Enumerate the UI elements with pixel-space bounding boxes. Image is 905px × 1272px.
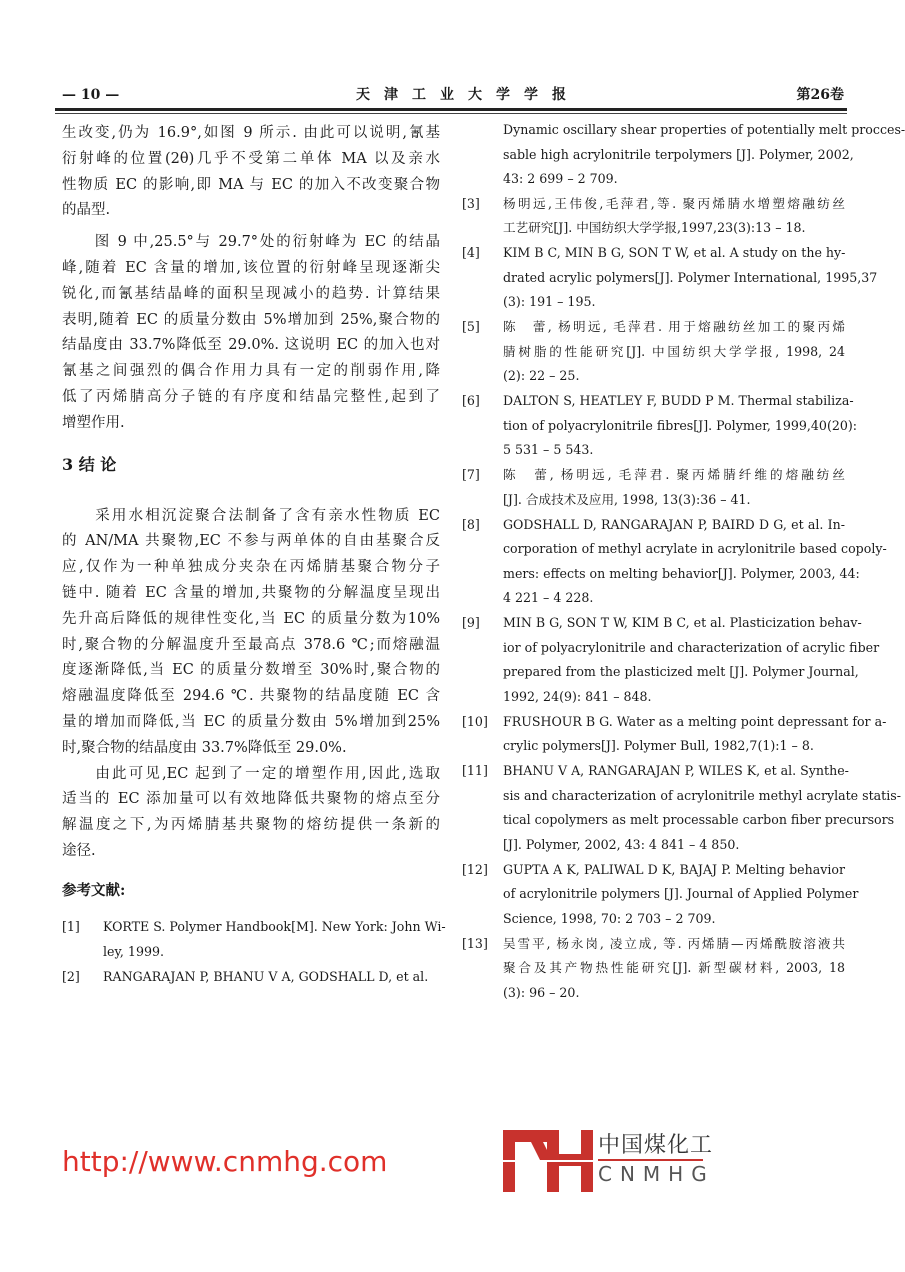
- text-line: (3): 191 – 195.: [503, 294, 596, 309]
- volume-label: 第26卷: [796, 87, 844, 103]
- text-line: 增塑作用.: [62, 414, 125, 431]
- reference-item: [462, 932, 845, 1006]
- reference-number: [8]: [462, 516, 480, 532]
- text-line: MIN B G, SON T W, KIM B C, et al. Plasticization behav-: [503, 615, 862, 630]
- text-line: FRUSHOUR B G. Water as a melting point depressant for a-: [503, 713, 887, 729]
- section-heading: 3 结 论: [62, 454, 117, 474]
- text-line: corporation of methyl acrylate in acrylonitrile based copoly-: [503, 541, 887, 556]
- paragraph: [62, 762, 440, 865]
- logo-chinese-text: 中国煤化工: [598, 1133, 714, 1158]
- text-line: 熔融温度降低至 294.6 ℃. 共聚物的结晶度随 EC 含: [62, 688, 440, 705]
- text-line: 图 9 中,25.5°与 29.7°处的衍射峰为 EC 的结晶: [62, 234, 440, 251]
- text-line: KORTE S. Polymer Handbook[M]. New York: John Wi-: [103, 918, 446, 934]
- reference-text: [503, 463, 845, 512]
- text-line: 时,聚合物的结晶度由 33.7%降低至 29.0%.: [62, 739, 347, 756]
- reference-text: [503, 932, 845, 1006]
- text-line: tical copolymers as melt processable carbon fiber precursors: [503, 812, 895, 827]
- reference-item: [462, 858, 859, 932]
- text-line: 结晶度由 33.7%降低至 29.0%. 这说明 EC 的加入也对: [62, 337, 440, 354]
- text-line: 氰基之间强烈的偶合作用力具有一定的削弱作用,降: [62, 363, 440, 380]
- reference-item: [462, 389, 858, 463]
- text-line: [J]. 合成技术及应用, 1998, 13(3):36 – 41.: [503, 491, 751, 507]
- text-line: ior of polyacrylonitrile and characterization of acrylic fiber: [503, 639, 880, 655]
- text-line: 5 531 – 5 543.: [503, 442, 594, 457]
- reference-number: [2]: [62, 968, 80, 984]
- text-line: 采用水相沉淀聚合法制备了含有亲水性物质 EC: [62, 507, 440, 524]
- paragraph: [62, 504, 440, 762]
- text-line: prepared from the plasticized melt [J]. Polymer Journal,: [503, 664, 859, 679]
- text-line: of acrylonitrile polymers [J]. Journal of Applied Polymer: [503, 886, 859, 901]
- text-line: ley, 1999.: [103, 943, 164, 959]
- text-line: 适当的 EC 添加量可以有效地降低共聚物的熔点至分: [62, 791, 440, 808]
- text-line: 低了丙烯腈高分子链的有序度和结晶完整性,起到了: [62, 388, 440, 405]
- page-number: — 10 —: [62, 87, 120, 103]
- cnmhg-logo-mark: [503, 1130, 593, 1192]
- text-line: 表明,随着 EC 的质量分数由 5%增加到 25%,聚合物的: [62, 311, 440, 328]
- text-line: Dynamic oscillary shear properties of potentially melt procces-: [503, 122, 905, 137]
- paragraph: [62, 230, 440, 436]
- reference-text: [503, 241, 878, 315]
- text-line: RANGARAJAN P, BHANU V A, GODSHALL D, et al.: [103, 968, 429, 984]
- text-line: 吴雪平, 杨永岗, 凌立成, 等. 丙烯腈—丙烯酰胺溶液共: [503, 935, 845, 951]
- text-line: 解温度之下,为丙烯腈基共聚物的熔纺提供一条新的: [62, 817, 440, 834]
- text-line: 由此可见,EC 起到了一定的增塑作用,因此,选取: [62, 765, 440, 782]
- text-line: 43: 2 699 – 2 709.: [503, 171, 618, 186]
- reference-item: [462, 241, 878, 315]
- header-rule-thin: [55, 113, 847, 114]
- text-line: GODSHALL D, RANGARAJAN P, BAIRD D G, et al. In-: [503, 516, 845, 532]
- text-line: 衍射峰的位置(2θ)几乎不受第二单体 MA 以及亲水: [62, 150, 440, 167]
- reference-number: [5]: [462, 319, 480, 334]
- text-line: 聚合及其产物热性能研究[J]. 新型碳材料, 2003, 18: [503, 960, 845, 975]
- reference-text: [103, 964, 440, 989]
- text-line: KIM B C, MIN B G, SON T W, et al. A study on the hy-: [503, 245, 846, 260]
- text-line: 锐化,而氰基结晶峰的面积呈现减小的趋势. 计算结果: [62, 285, 440, 302]
- reference-item: [62, 964, 440, 989]
- reference-number: [1]: [62, 918, 80, 934]
- text-line: 的 AN/MA 共聚物,EC 不参与两单体的自由基聚合反: [62, 533, 440, 550]
- text-line: 杨明远,王伟俊,毛萍君,等. 聚丙烯腈水增塑熔融纺丝: [503, 195, 845, 211]
- watermark: http://www.cnmhg.com: [62, 1145, 388, 1178]
- text-line: (3): 96 – 20.: [503, 984, 580, 1000]
- text-line: GUPTA A K, PALIWAL D K, BAJAJ P. Melting behavior: [503, 861, 845, 877]
- reference-text: [503, 611, 880, 709]
- references-title: 参考文献:: [62, 881, 126, 899]
- text-line: drated acrylic polymers[J]. Polymer International, 1995,37: [503, 269, 878, 285]
- text-line: 时,聚合物的分解温度升至最高点 378.6 ℃;而熔融温: [62, 636, 440, 653]
- reference-text: [503, 710, 887, 759]
- text-line: (2): 22 – 25.: [503, 368, 580, 383]
- text-line: 性物质 EC 的影响,即 MA 与 EC 的加入不改变聚合物: [62, 176, 440, 193]
- right-column: [462, 118, 905, 1006]
- text-line: tion of polyacrylonitrile fibres[J]. Polymer, 1999,40(20):: [503, 417, 858, 433]
- text-line: sable high acrylonitrile terpolymers [J]. Polymer, 2002,: [503, 146, 854, 162]
- reference-number: [9]: [462, 615, 480, 630]
- reference-item: [462, 611, 880, 709]
- text-line: 工艺研究[J]. 中国纺织大学学报,1997,23(3):13 – 18.: [503, 220, 806, 235]
- paragraph: [62, 121, 440, 224]
- text-line: 腈树脂的性能研究[J]. 中国纺织大学学报, 1998, 24: [503, 343, 845, 359]
- reference-item: [462, 463, 845, 512]
- reference-number: [7]: [462, 467, 480, 482]
- text-line: sis and characterization of acrylonitrile methyl acrylate statis-: [503, 787, 901, 803]
- reference-number: [10]: [462, 713, 488, 729]
- text-line: 4 221 – 4 228.: [503, 590, 594, 605]
- reference-item: [462, 710, 887, 759]
- reference-text: [503, 315, 845, 389]
- text-line: 峰,随着 EC 含量的增加,该位置的衍射峰呈现逐渐尖: [62, 259, 440, 276]
- reference-text: [103, 914, 446, 964]
- reference-item: [462, 192, 845, 241]
- logo-divider: [598, 1159, 703, 1161]
- reference-number: [13]: [462, 935, 488, 951]
- text-line: 的晶型.: [62, 202, 111, 219]
- reference-continuation: [462, 118, 905, 192]
- journal-title: 天津工业大学学报: [356, 87, 580, 103]
- reference-text: [503, 389, 858, 463]
- text-line: 链中. 随着 EC 含量的增加,共聚物的分解温度呈现出: [62, 584, 440, 601]
- text-line: BHANU V A, RANGARAJAN P, WILES K, et al. Synthe-: [503, 763, 849, 778]
- reference-item: [462, 315, 845, 389]
- reference-item: [62, 914, 446, 964]
- reference-item: [462, 759, 901, 857]
- logo-english-text: CNMHG: [598, 1162, 715, 1186]
- text-line: 陈 蕾, 杨明远, 毛萍君. 用于熔融纺丝加工的聚丙烯: [503, 319, 845, 334]
- reference-item: [462, 513, 887, 611]
- text-line: DALTON S, HEATLEY F, BUDD P M. Thermal stabiliza-: [503, 393, 854, 408]
- reference-text: [503, 192, 845, 241]
- reference-text: [503, 118, 905, 192]
- text-line: 途径.: [62, 842, 96, 859]
- text-line: 1992, 24(9): 841 – 848.: [503, 688, 652, 704]
- reference-number: [12]: [462, 861, 488, 877]
- text-line: 先升高后降低的规律性变化,当 EC 的质量分数为10%: [62, 610, 440, 627]
- reference-text: [503, 759, 901, 857]
- reference-number: [6]: [462, 393, 480, 408]
- text-line: 应,仅作为一种单独成分夹杂在丙烯腈基聚合物分子: [62, 559, 440, 576]
- text-line: [J]. Polymer, 2002, 43: 4 841 – 4 850.: [503, 836, 740, 852]
- reference-number: [4]: [462, 245, 480, 260]
- header-rule: [55, 108, 847, 111]
- text-line: 度逐渐降低,当 EC 的质量分数增至 30%时,聚合物的: [62, 662, 440, 679]
- text-line: 生改变,仍为 16.9°,如图 9 所示. 由此可以说明,氰基: [62, 125, 440, 141]
- text-line: 陈 蕾, 杨明远, 毛萍君. 聚丙烯腈纤维的熔融纺丝: [503, 467, 845, 482]
- text-line: Science, 1998, 70: 2 703 – 2 709.: [503, 910, 716, 926]
- text-line: crylic polymers[J]. Polymer Bull, 1982,7(1):1 – 8.: [503, 738, 814, 753]
- reference-list: [62, 914, 446, 989]
- reference-number: [3]: [462, 195, 480, 211]
- text-line: 量的增加而降低,当 EC 的质量分数由 5%增加到25%: [62, 713, 440, 730]
- text-line: mers: effects on melting behavior[J]. Polymer, 2003, 44:: [503, 565, 860, 581]
- reference-number: [11]: [462, 763, 488, 778]
- reference-text: [503, 513, 887, 611]
- reference-text: [503, 858, 859, 932]
- left-column: [62, 121, 446, 989]
